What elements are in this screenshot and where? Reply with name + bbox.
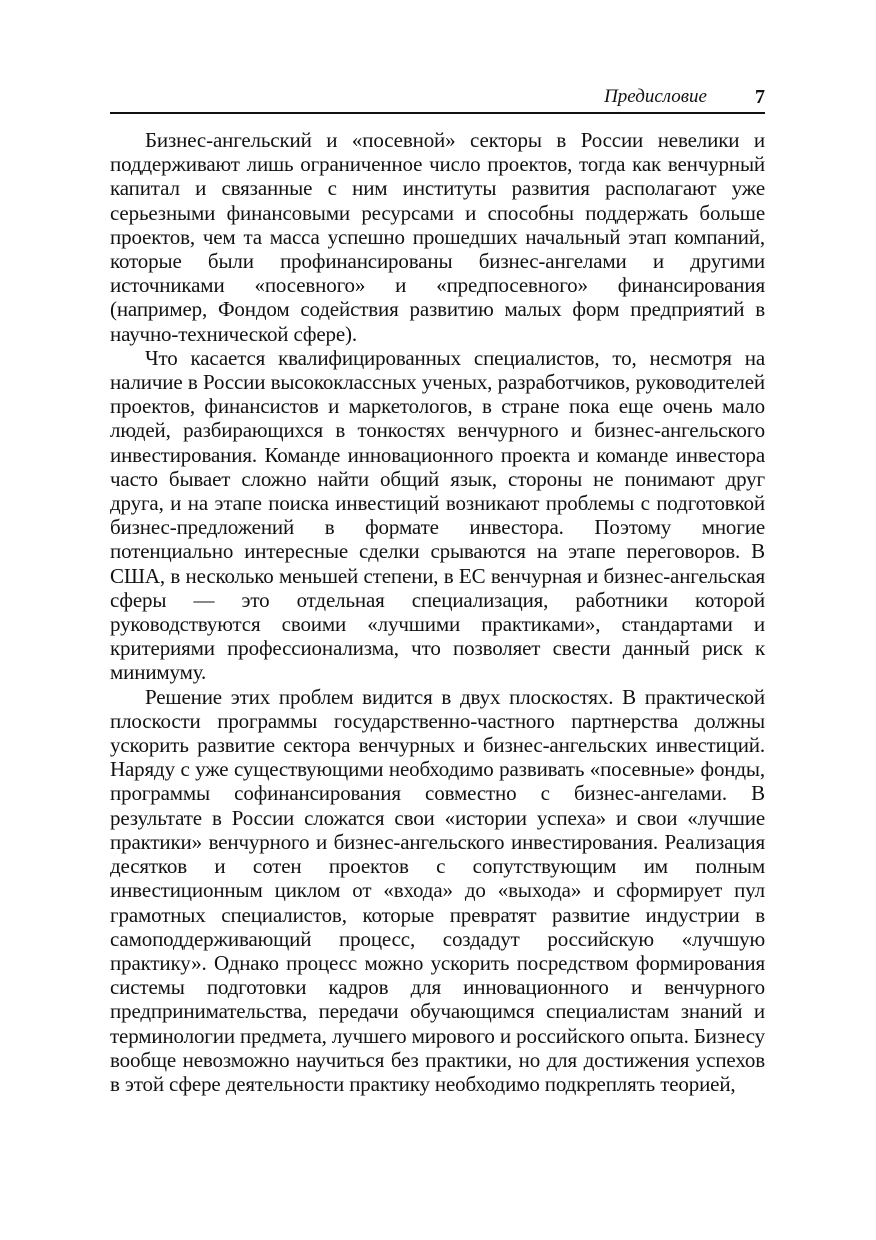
running-header [110,84,765,114]
paragraph-2: Что касается квалифицированных специалистов, то, несмотря на наличие в России высококлассных ученых, разработчиков, руководителей проектов, финансистов и маркетологов, в стране пока еще очень мало людей, разбирающихся в тонкостях венчурного и бизнес-ангельского инвестирования. Команде инновационного проекта и команде инвестора часто бывает сложно найти общий язык, стороны не понимают друг друга, и на этапе поиска инвестиций возникают проблемы с подготовкой бизнес-предложений в формате инвестора. Поэтому многие потенциально интересные сделки срываются на этапе переговоров. В США, в несколько меньшей степени, в ЕС венчурная и бизнес-ангельская сферы — это отдельная специализация, работники которой руководствуются своими «лучшими практиками», стандартами и критериями профессионализма, что позволяет свести данный риск к минимуму. [110,345,765,685]
paragraph-3: Решение этих проблем видится в двух плоскостях. В практической плоскости программы государственно-частного партнерства должны ускорить развитие сектора венчурных и бизнес-ангельских инвестиций. Наряду с уже существующими необходимо развивать «посевные» фонды, программы софинансирования совместно с бизнес-ангелами. В результате в России сложатся свои «истории успеха» и свои «лучшие практики» венчурного и бизнес-ангельского инвестирования. Реализация десятков и сотен проектов с сопутствующим им полным инвестиционным циклом от «входа» до «выхода» и сформирует пул грамотных специалистов, которые превратят развитие индустрии в самоподдерживающий процесс, создадут российскую «лучшую практику». Однако процесс можно ускорить посредством формирования системы подготовки кадров для инновационного и венчурного предпринимательства, передачи обучающимся специалистам знаний и терминологии предмета, лучшего мирового и российского опыта. Бизнесу вообще невозможно научиться без практики, но для достижения успехов в этой сфере деятельности практику необходимо подкреплять теорией, [110,684,765,1096]
paragraph-1: Бизнес-ангельский и «посевной» секторы в России невелики и поддерживают лишь ограниченное число проектов, тогда как венчурный капитал и связанные с ним институты развития располагают уже серьезными финансовыми ресурсами и способны поддержать больше проектов, чем та масса успешно прошедших начальный этап компаний, которые были профинансированы бизнес-ангелами и другими источниками «посевного» и «предпосевного» финансирования (например, Фондом содействия развитию малых форм предприятий в научно-технической сфере). [110,128,765,346]
body-text [110,128,765,1096]
running-title: Предисловие [604,86,707,107]
page-number: 7 [755,86,765,108]
